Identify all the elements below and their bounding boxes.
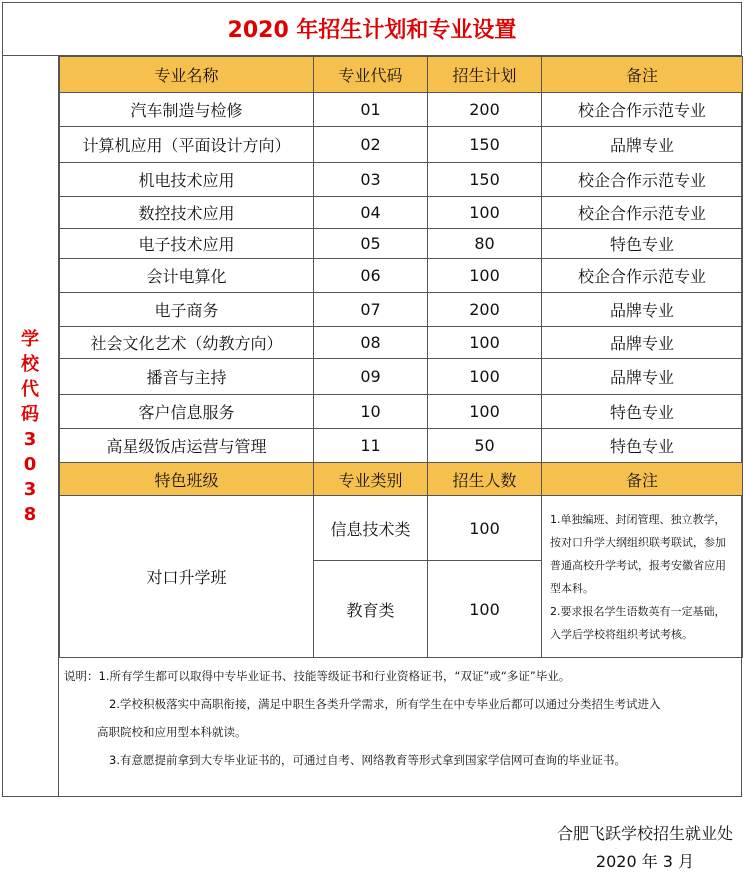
major-name: 数控技术应用 [60, 197, 314, 229]
school-code-label [2, 56, 59, 797]
table-row [60, 327, 743, 359]
major-code: 02 [314, 127, 428, 163]
major-remark: 特色专业 [542, 395, 743, 429]
header-enroll-plan: 招生计划 [428, 57, 542, 93]
table-row [60, 229, 743, 259]
special-count: 100 [428, 561, 542, 658]
special-class-name: 对口升学班 [60, 496, 314, 658]
page-title: 2020 年招生计划和专业设置 [2, 2, 742, 56]
enroll-plan: 200 [428, 93, 542, 127]
special-remark-2: 2.要求报名学生语数英有一定基础，入学后学校将组织考试考核。 [550, 604, 726, 641]
major-code: 07 [314, 293, 428, 327]
major-remark: 特色专业 [542, 429, 743, 463]
major-remark: 品牌专业 [542, 293, 743, 327]
major-name: 高星级饭店运营与管理 [60, 429, 314, 463]
special-remark-1: 1.单独编班、封闭管理、独立教学，按对口升学大纲组织联考联试，参加普通高校升学考试，报考安徽省应用型本科。 [550, 512, 726, 595]
major-name: 电子商务 [60, 293, 314, 327]
major-code: 01 [314, 93, 428, 127]
footer [557, 820, 733, 876]
major-name: 汽车制造与检修 [60, 93, 314, 127]
enroll-plan: 100 [428, 197, 542, 229]
enroll-plan: 100 [428, 395, 542, 429]
header-special-class: 特色班级 [60, 463, 314, 496]
table-row [60, 127, 743, 163]
enrollment-table [59, 56, 743, 658]
enroll-plan: 150 [428, 127, 542, 163]
school-code-char: 代 [21, 378, 39, 400]
special-row [60, 496, 743, 561]
major-name: 电子技术应用 [60, 229, 314, 259]
major-name: 计算机应用（平面设计方向） [60, 127, 314, 163]
major-remark: 校企合作示范专业 [542, 163, 743, 197]
table-row [60, 163, 743, 197]
major-remark: 特色专业 [542, 229, 743, 259]
header-major-code: 专业代码 [314, 57, 428, 93]
table-row [60, 93, 743, 127]
major-remark: 品牌专业 [542, 127, 743, 163]
major-code: 09 [314, 359, 428, 395]
school-code-char: 3 [23, 478, 37, 500]
notes-section [59, 660, 742, 797]
special-category: 教育类 [314, 561, 428, 658]
header-remark: 备注 [542, 57, 743, 93]
enroll-plan: 150 [428, 163, 542, 197]
table-row [60, 293, 743, 327]
special-category: 信息技术类 [314, 496, 428, 561]
school-code-char: 码 [21, 403, 39, 425]
special-count: 100 [428, 496, 542, 561]
school-code-char: 学 [21, 328, 39, 350]
note-1: 说明：1.所有学生都可以取得中专毕业证书、技能等级证书和行业资格证书，“双证”或“多证”毕业。 [64, 669, 571, 683]
major-remark: 校企合作示范专业 [542, 197, 743, 229]
major-code: 11 [314, 429, 428, 463]
table-row [60, 359, 743, 395]
table-row [60, 259, 743, 293]
special-remark [542, 496, 743, 658]
enroll-plan: 50 [428, 429, 542, 463]
footer-date: 2020 年 3 月 [595, 852, 695, 871]
major-code: 08 [314, 327, 428, 359]
major-name: 机电技术应用 [60, 163, 314, 197]
major-code: 10 [314, 395, 428, 429]
school-code-char: 校 [21, 353, 39, 375]
major-name: 会计电算化 [60, 259, 314, 293]
major-remark: 品牌专业 [542, 359, 743, 395]
enroll-plan: 100 [428, 259, 542, 293]
enroll-plan: 100 [428, 359, 542, 395]
header-remark-2: 备注 [542, 463, 743, 496]
school-code-char: 3 [23, 428, 37, 450]
enroll-plan: 200 [428, 293, 542, 327]
major-code: 03 [314, 163, 428, 197]
major-name: 播音与主持 [60, 359, 314, 395]
enroll-plan: 100 [428, 327, 542, 359]
school-code-char: 8 [23, 503, 37, 525]
major-remark: 校企合作示范专业 [542, 259, 743, 293]
header-enroll-count: 招生人数 [428, 463, 542, 496]
major-name: 社会文化艺术（幼教方向） [60, 327, 314, 359]
header-major-name: 专业名称 [60, 57, 314, 93]
table-header-row [60, 57, 743, 93]
note-3: 3.有意愿提前拿到大专毕业证书的，可通过自考、网络教育等形式拿到国家学信网可查询的毕业证书。 [109, 753, 626, 767]
major-remark: 品牌专业 [542, 327, 743, 359]
major-code: 05 [314, 229, 428, 259]
table-row [60, 197, 743, 229]
note-2-continued: 高职院校和应用型本科就读。 [97, 725, 247, 739]
note-2: 2.学校积极落实中高职衔接，满足中职生各类升学需求，所有学生在中专毕业后都可以通过分类招生考试进入 [109, 697, 661, 711]
special-header-row [60, 463, 743, 496]
table-row [60, 429, 743, 463]
header-category: 专业类别 [314, 463, 428, 496]
major-name: 客户信息服务 [60, 395, 314, 429]
footer-org: 合肥飞跃学校招生就业处 [556, 824, 733, 843]
table-row [60, 395, 743, 429]
major-code: 04 [314, 197, 428, 229]
enroll-plan: 80 [428, 229, 542, 259]
school-code-char: 0 [23, 453, 37, 475]
major-code: 06 [314, 259, 428, 293]
major-remark: 校企合作示范专业 [542, 93, 743, 127]
